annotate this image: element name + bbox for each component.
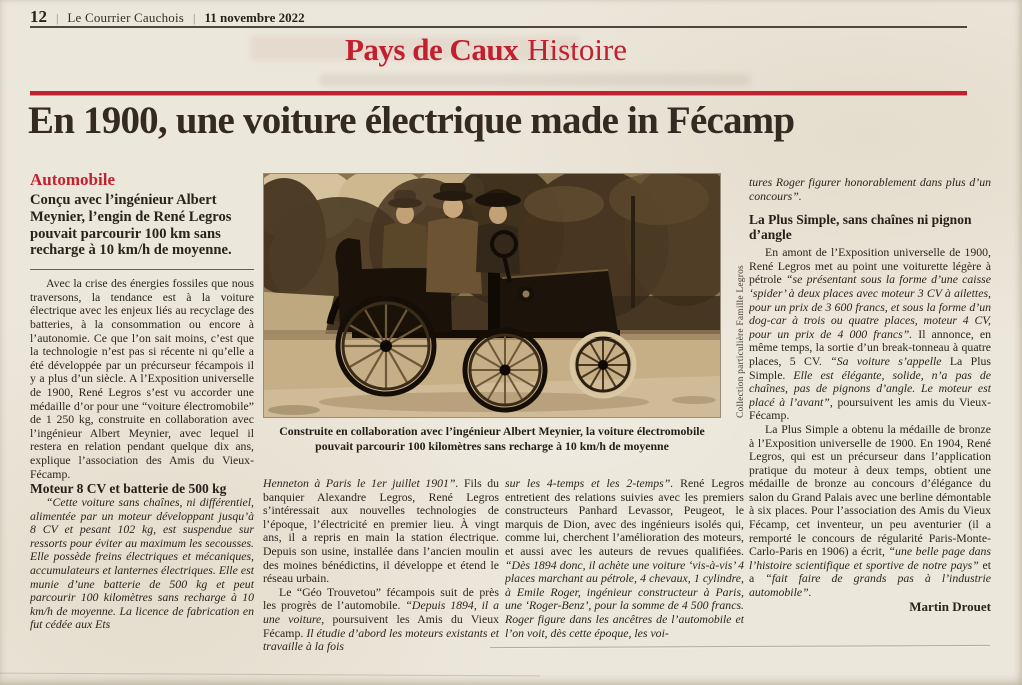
quote-segment: Henneton à Paris le 1er juillet 1901”. xyxy=(263,477,459,490)
quote-segment: “Depuis 1894, il a une voiture, xyxy=(263,598,499,626)
paragraph-quote: “Cette voiture sans chaînes, ni différentiel, alimentée par un moteur développant jusqu’à 8 CV et pesant 102 kg, est suspendue sur ressorts pour éviter au maximum les secousses. Elle possède freins électriques et mécaniques, accumulateurs et lanternes électriques. Elle est munie d’une batterie de 500 kg et peut parcourir 100 kilomètres sans recharge à 10 km/h de moyenne. La licence de fabrication en fut cédée aux Ets xyxy=(30,495,254,632)
text-segment: La Plus Simple. xyxy=(749,353,991,382)
photo-credit: Collection particulière Famille Legros xyxy=(736,265,746,418)
issue-date: 11 novembre 2022 xyxy=(204,10,305,25)
article-headline: En 1900, une voiture électrique made in Fécamp xyxy=(28,99,795,142)
text-segment: Fils du banquier Alexandre Legros, René Legros s’intéressait aux nouvelles technologies de l’époque, l’électricité en premier lieu. À vingt ans, il a repris en main la station électrique. Depuis son usine, installée dans l’ancien moulin des moines bénédictins, il développe et étend le réseau urbain. xyxy=(263,477,499,586)
masthead-title: Le Courrier Cauchois xyxy=(67,10,185,25)
header-rule xyxy=(30,26,967,28)
standfirst-rule xyxy=(30,269,254,270)
paragraph xyxy=(749,423,991,600)
quote-segment: “se présentant sous la forme d’une caisse ‘spider’ à deux places avec moteur 3 CV à ailettes, pour un prix de 3 600 francs, et sous la forme d’un dog-car à trois ou quatre places, moteur 4 CV, pour un prix de 4 000 francs”. xyxy=(749,272,991,341)
page-number: 12 xyxy=(30,7,47,26)
photo-electromobile xyxy=(263,173,721,418)
header-separator: | xyxy=(56,11,59,25)
column-1-body xyxy=(30,277,254,632)
page-header xyxy=(30,7,305,27)
photo-rear-wheel xyxy=(338,298,434,394)
paragraph: tures Roger figurer honorablement dans plus d’un concours”. xyxy=(749,176,991,203)
paragraph xyxy=(749,246,991,423)
crosshead: Moteur 8 CV et batterie de 500 kg xyxy=(30,481,227,497)
text-segment: Il annonce, en même temps, la sortie d’un break-tonneau à quatre places, 5 CV. xyxy=(749,326,991,368)
header-separator: | xyxy=(193,11,196,25)
column-2 xyxy=(263,477,499,684)
quote-segment: Elle est élégante, solide, n’a pas de chaînes, pas de pignons d’angle. Le moteur est placé à l’avant”, xyxy=(749,367,991,409)
photo-pole xyxy=(631,196,635,308)
headline-rule xyxy=(30,91,967,96)
text-segment: poursuivent les amis du Vieux-Fécamp. xyxy=(749,394,991,423)
paragraph: Avec la crise des énergies fossiles que nous traversons, la tendance est à la voiture électrique avec les enjeux liés au recyclage des batteries, à la consommation ou encore à l’autonomie. Ce que l’on sait moins, c’est que la technologie n’est pas si récente ni qu’elle a été développée par un précurseur fécampois il y a plus d’un siècle. A l’Exposition universelle de 1900, René Legros s’est vu accorder une médaille d’or pour une “voiture électromobile” de 1 250 kg, construite en collaboration avec l’ingénieur Albert Meynier, avec lequel il restera en relation pendant quelque dix ans, explique l’association des Amis du Vieux-Fécamp. xyxy=(30,276,254,481)
text-segment: En amont de l’Exposition universelle de 1900, René Legros met au point une voiturette légère à pétrole xyxy=(749,245,991,287)
photo-mid-wheel xyxy=(465,330,545,410)
section-name: Pays de Caux xyxy=(345,32,519,67)
text-segment: René Legros entretient des relations suivies avec les premiers constructeurs Panhard Levassor, Peugeot, le marquis de Dion, avec des ingénieurs isolés qui, comme lui, cherchent l’amélioration des moteurs, et aussi avec les auteurs de revues qualifiées. xyxy=(505,477,744,558)
column-4 xyxy=(749,176,991,681)
photo-illustration xyxy=(264,174,720,417)
byline: Martin Drouet xyxy=(909,598,991,614)
text-segment: Le “Géo Trouvetou” fécampois suit de près les progrès de l’automobile. xyxy=(263,584,499,613)
paragraph xyxy=(505,477,744,640)
crosshead: La Plus Simple, sans chaînes ni pignon d’angle xyxy=(749,212,972,243)
paragraph xyxy=(263,586,499,654)
quote-segment: “Sa voiture s’appelle xyxy=(830,353,950,368)
article-kicker: Automobile xyxy=(30,170,115,189)
quote-segment: sur les 4-temps et les 2-temps”. xyxy=(505,477,674,490)
column-1 xyxy=(30,170,254,675)
text-segment: et a xyxy=(749,557,991,586)
paragraph xyxy=(263,477,499,586)
section-subname: Histoire xyxy=(527,32,628,67)
text-segment: La Plus Simple a obtenu la médaille de bronze à l’Exposition universelle de 1900. En 1904, René Legros, qui est un précurseur dans l’application pratique du moteur à deux temps, obtient une médaille de bronze au concours d’élégance du salon du Grand Palais avec une berline démontable à six places. Pour l’association des Amis du Vieux Fécamp, cet inventeur, un peu aventurier (il a remporté le concours de régularité Paris-Monte-Carlo-Paris en 1906) a écrit, xyxy=(749,421,991,559)
text-segment: poursuivent les Amis du Vieux Fécamp. xyxy=(263,611,499,640)
photo-caption: Construite en collaboration avec l’ingénieur Albert Meynier, la voiture électromobile pouvait parcourir 100 kilomètres sans recharge à 10 km/h de moyenne xyxy=(279,424,705,453)
section-title xyxy=(345,33,627,67)
quote-segment: “fait faire de grands pas à l’industrie automobile”. xyxy=(749,571,991,600)
article-standfirst: Conçu avec l’ingénieur Albert Meynier, l’engin de René Legros pouvait parcourir 100 km sans recharge à 10 km/h de moyenne. xyxy=(30,192,232,259)
column-3 xyxy=(505,477,744,684)
photo-front-wheel xyxy=(572,334,634,396)
quote-segment: “Dès 1894 donc, il achète une voiture ‘vis-à-vis’ 4 places marchant au pétrole, 4 chevaux, 1 cylindre, à Emile Roger, ingénieur constructeur à Paris, une ‘Roger-Benz’, pour la somme de 4 500 francs. Roger figure dans les ancêtres de l’automobile et l’on voit, dès cette époque, les voi- xyxy=(505,557,744,640)
quote-segment: “une belle page dans l’histoire scientifique et sportive de notre pays” xyxy=(749,544,991,572)
quote-segment: Il étudie d’abord les moteurs existants et travaille à la fois xyxy=(263,625,499,654)
print-bleedthrough xyxy=(320,74,750,86)
